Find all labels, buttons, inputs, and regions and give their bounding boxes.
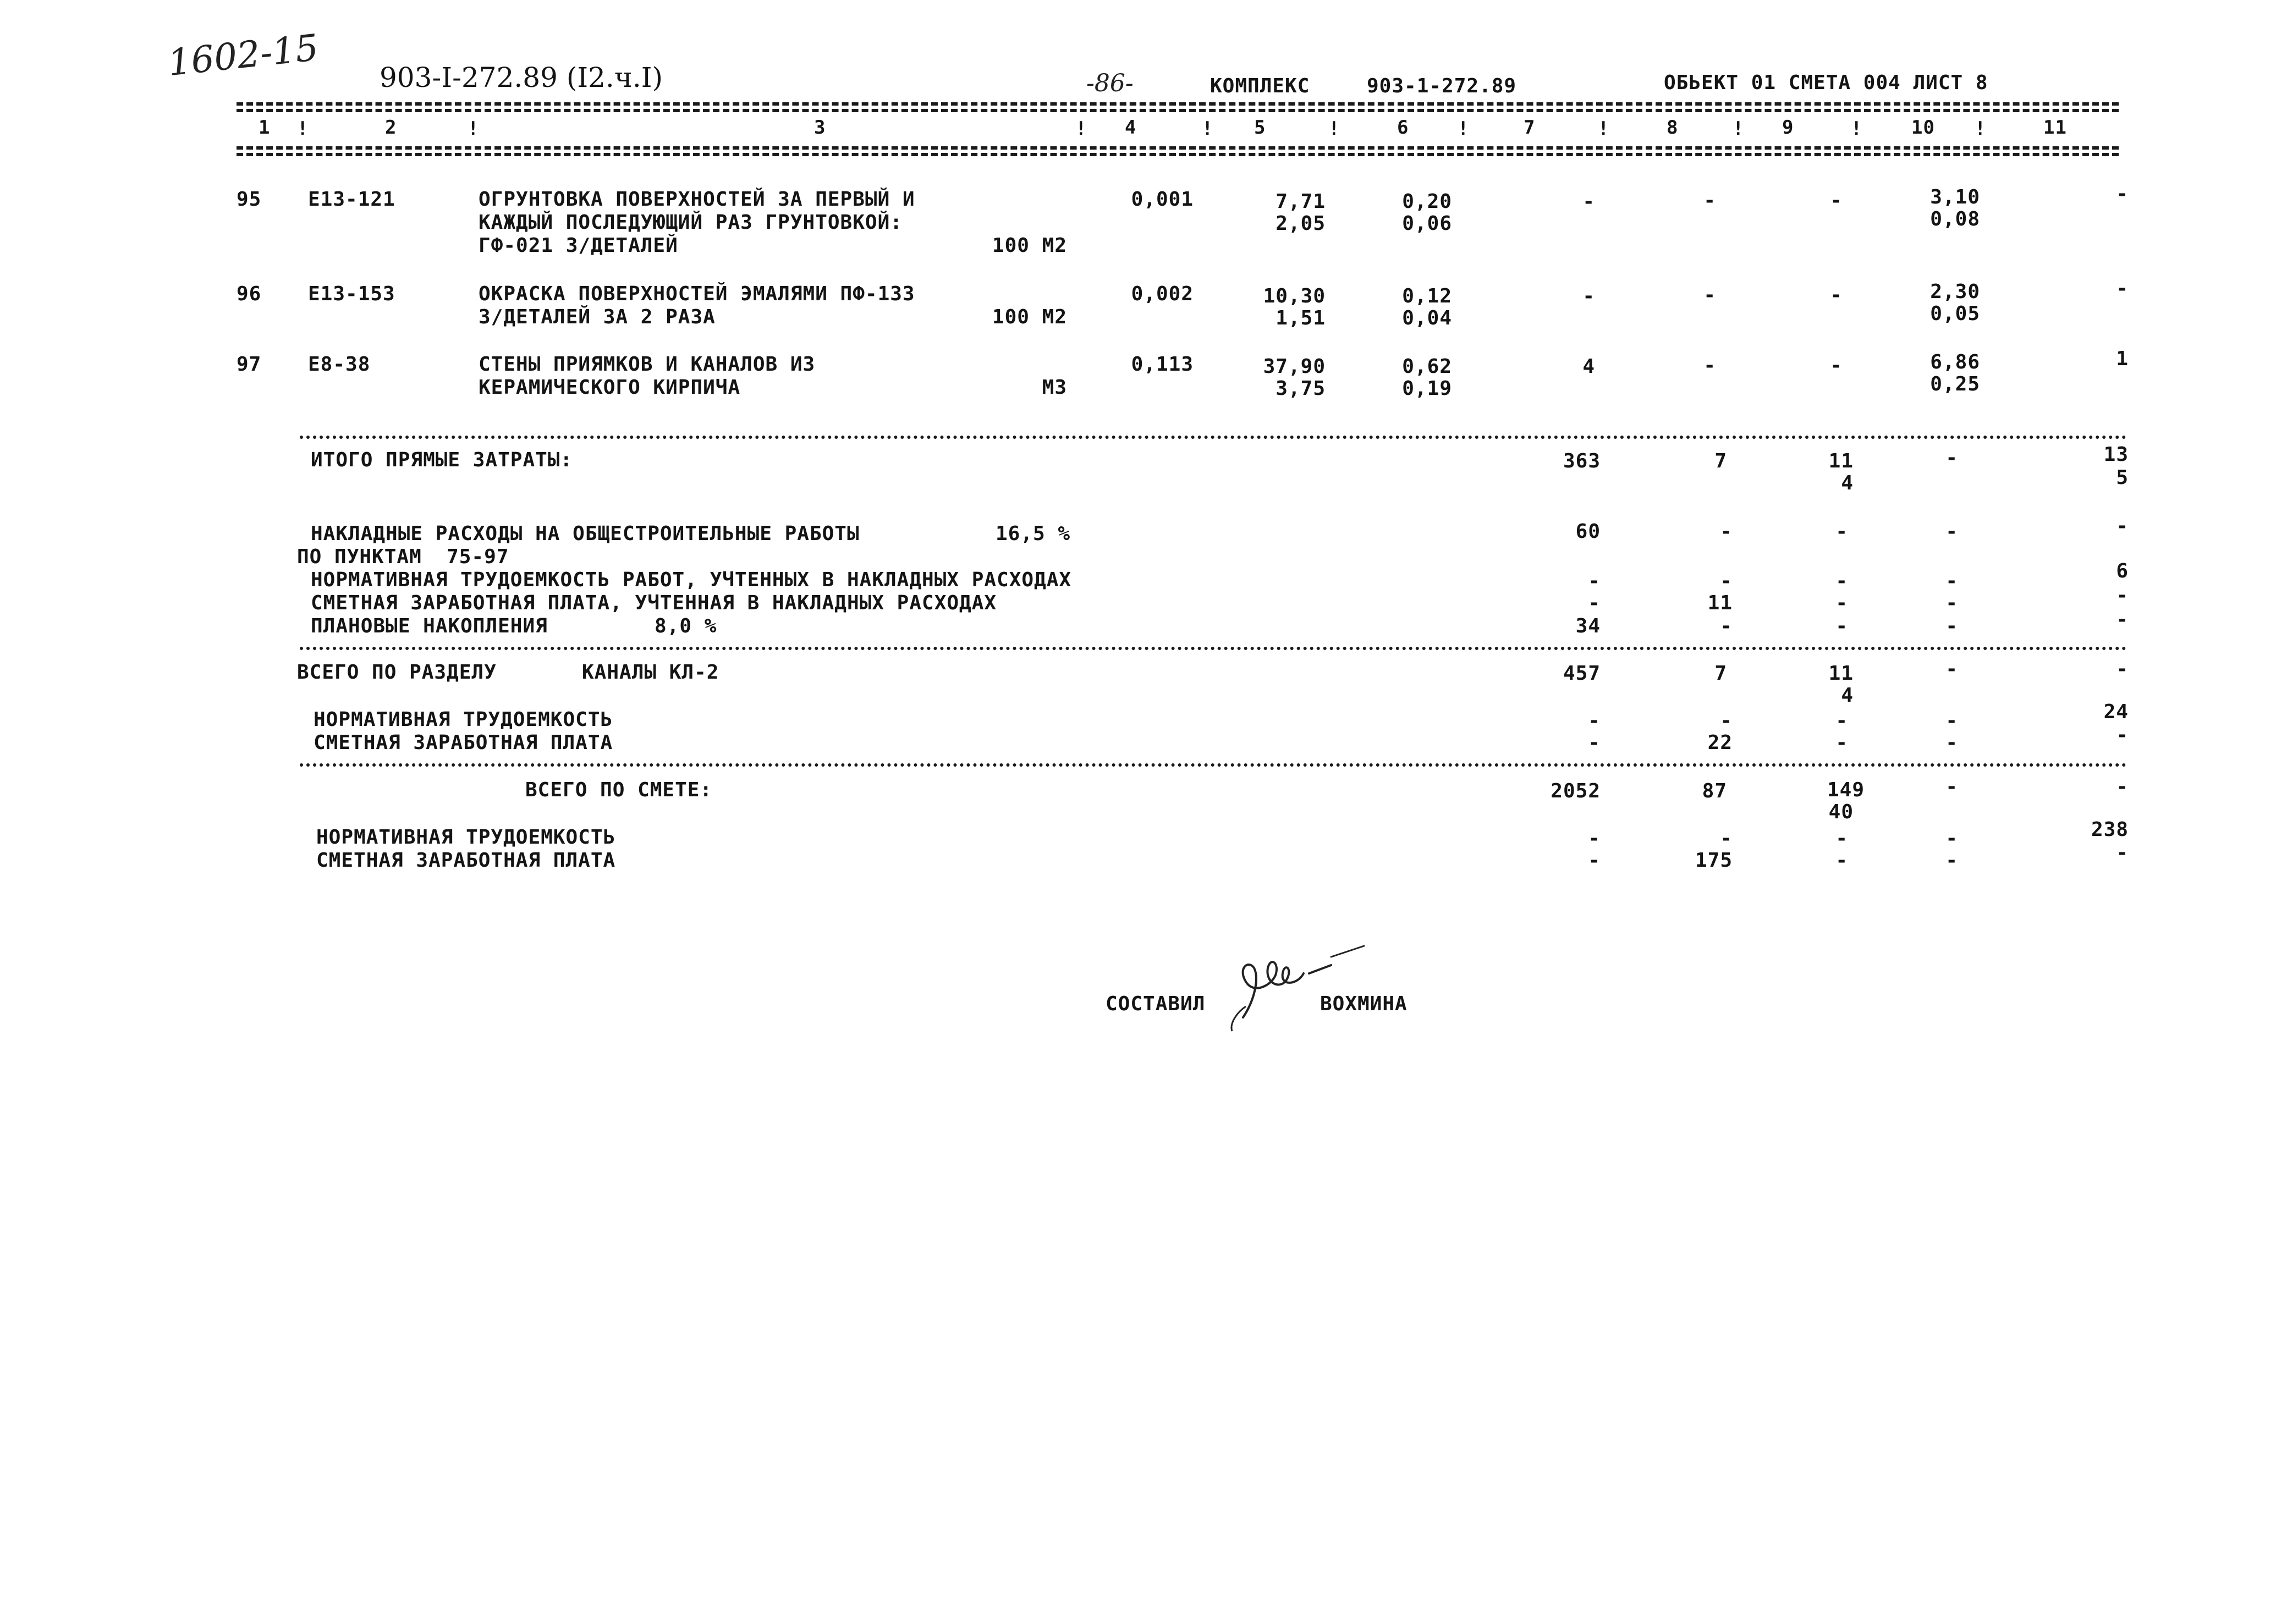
section-total-c9b: 4 bbox=[1841, 684, 1854, 707]
value-c8: - bbox=[1720, 570, 1733, 592]
estimate-total-c7: 2052 bbox=[1551, 780, 1601, 802]
value-c11: 238 bbox=[2091, 818, 2129, 841]
estimate-total-label: ВСЕГО ПО СМЕТЕ: bbox=[525, 779, 713, 801]
direct-costs-c11b: 5 bbox=[2116, 466, 2129, 489]
value-c9: - bbox=[1835, 592, 1848, 614]
estimate-total-c10: - bbox=[1945, 775, 1958, 798]
item-c8: - bbox=[1703, 354, 1716, 377]
column-header-8: 8 bbox=[1667, 117, 1679, 139]
value-c11: - bbox=[2116, 515, 2129, 537]
value-c7: - bbox=[1588, 570, 1601, 592]
section-total-label: ВСЕГО ПО РАЗДЕЛУ bbox=[297, 661, 497, 684]
planned-savings-percent: 8,0 % bbox=[655, 615, 717, 637]
item-number: 97 bbox=[237, 353, 262, 376]
compiler-name: ВОХМИНА bbox=[1320, 993, 1408, 1015]
estimate-labor-label: НОРМАТИВНАЯ ТРУДОЕМКОСТЬ bbox=[316, 826, 616, 849]
column-header-9: 9 bbox=[1782, 117, 1794, 139]
column-header-3: 3 bbox=[814, 117, 826, 139]
direct-costs-label: ИТОГО ПРЯМЫЕ ЗАТРАТЫ: bbox=[311, 449, 573, 471]
direct-costs-c9b: 4 bbox=[1841, 472, 1854, 494]
column-header-7: 7 bbox=[1524, 117, 1536, 139]
item-description-line: КАЖДЫЙ ПОСЛЕДУЮЩИЙ РАЗ ГРУНТОВКОЙ: bbox=[479, 211, 903, 234]
item-unit: 100 М2 bbox=[992, 306, 1067, 328]
item-c8: - bbox=[1703, 189, 1716, 212]
column-header-5: 5 bbox=[1254, 117, 1266, 139]
estimate-total-c8: 87 bbox=[1702, 780, 1727, 802]
item-number: 96 bbox=[237, 283, 262, 305]
value-c10: - bbox=[1945, 827, 1958, 850]
value-c9: - bbox=[1835, 849, 1848, 872]
value-c10: - bbox=[1945, 709, 1958, 732]
column-separator: ! bbox=[1202, 118, 1213, 140]
column-header-11: 11 bbox=[2043, 117, 2067, 139]
column-header-4: 4 bbox=[1125, 117, 1137, 139]
section-total-c10: - bbox=[1945, 658, 1958, 680]
section-total-c7: 457 bbox=[1563, 662, 1601, 685]
direct-costs-c11a: 13 bbox=[2103, 443, 2129, 466]
overhead-percent: 16,5 % bbox=[996, 522, 1071, 545]
item-c7: 4 bbox=[1582, 355, 1595, 378]
item-c5-top: 7,71 bbox=[1276, 190, 1326, 213]
item-unit: 100 М2 bbox=[992, 234, 1067, 257]
handwritten-stamp-note: 1602-15 bbox=[166, 26, 321, 85]
item-code: Е13-121 bbox=[308, 188, 395, 211]
value-c9: - bbox=[1835, 615, 1848, 637]
overhead-label: НАКЛАДНЫЕ РАСХОДЫ НА ОБЩЕСТРОИТЕЛЬНЫЕ РАБОТЫ bbox=[311, 522, 860, 545]
item-c6-bottom: 0,19 bbox=[1402, 377, 1452, 400]
signature-image bbox=[1221, 935, 1375, 1039]
item-c6-bottom: 0,06 bbox=[1402, 212, 1452, 235]
column-separator: ! bbox=[1458, 118, 1469, 140]
value-c10: - bbox=[1945, 731, 1958, 754]
item-c11: 1 bbox=[2116, 348, 2129, 370]
estimate-wage-label: СМЕТНАЯ ЗАРАБОТНАЯ ПЛАТА bbox=[316, 849, 616, 872]
complex-label: КОМПЛЕКС bbox=[1210, 75, 1310, 97]
item-c10-bottom: 0,08 bbox=[1930, 208, 1980, 230]
value-c8: - bbox=[1720, 709, 1733, 732]
item-description-line: ГФ-021 3/ДЕТАЛЕЙ bbox=[479, 234, 678, 257]
section-total-c11: - bbox=[2116, 658, 2129, 680]
item-c10-bottom: 0,25 bbox=[1930, 373, 1980, 395]
value-c8: 11 bbox=[1707, 592, 1733, 614]
header-bottom-rule bbox=[237, 146, 2119, 150]
value-c7: 60 bbox=[1575, 520, 1601, 543]
value-c7: - bbox=[1588, 827, 1601, 850]
item-quantity: 0,002 bbox=[1131, 283, 1194, 305]
value-c7: - bbox=[1588, 849, 1601, 872]
item-c11: - bbox=[2116, 183, 2129, 205]
item-code: Е8-38 bbox=[308, 353, 371, 376]
complex-code: 903-1-272.89 bbox=[1367, 75, 1517, 97]
value-c11: - bbox=[2116, 584, 2129, 607]
value-c8: - bbox=[1720, 827, 1733, 850]
value-c9: - bbox=[1835, 731, 1848, 754]
item-c5-top: 37,90 bbox=[1263, 355, 1326, 378]
section-total-name: КАНАЛЫ КЛ-2 bbox=[582, 661, 719, 684]
overhead-wage-label: СМЕТНАЯ ЗАРАБОТНАЯ ПЛАТА, УЧТЕННАЯ В НАКЛАДНЫХ РАСХОДАХ bbox=[311, 592, 997, 614]
item-quantity: 0,113 bbox=[1131, 353, 1194, 376]
item-c5-bottom: 2,05 bbox=[1276, 212, 1326, 235]
item-c7: - bbox=[1582, 285, 1595, 307]
value-c8: - bbox=[1720, 615, 1733, 637]
direct-costs-c8: 7 bbox=[1714, 450, 1727, 472]
section-labor-label: НОРМАТИВНАЯ ТРУДОЕМКОСТЬ bbox=[314, 708, 613, 731]
value-c9: - bbox=[1835, 570, 1848, 592]
item-description-line: ОГРУНТОВКА ПОВЕРХНОСТЕЙ ЗА ПЕРВЫЙ И bbox=[479, 188, 915, 211]
value-c8: 175 bbox=[1695, 849, 1733, 872]
value-c7: - bbox=[1588, 592, 1601, 614]
item-c5-bottom: 1,51 bbox=[1276, 307, 1326, 329]
item-c5-top: 10,30 bbox=[1263, 285, 1326, 307]
separator-estimate-total bbox=[300, 763, 2127, 767]
estimate-total-c9b: 40 bbox=[1828, 801, 1854, 823]
compiled-by-label: СОСТАВИЛ bbox=[1106, 993, 1206, 1015]
planned-savings-label: ПЛАНОВЫЕ НАКОПЛЕНИЯ bbox=[311, 615, 548, 637]
column-separator: ! bbox=[1733, 118, 1744, 140]
estimate-total-c11: - bbox=[2116, 775, 2129, 798]
value-c10: - bbox=[1945, 520, 1958, 543]
value-c8: - bbox=[1720, 520, 1733, 543]
item-unit: М3 bbox=[1042, 376, 1067, 399]
value-c9: - bbox=[1835, 827, 1848, 850]
page-number: -86- bbox=[1086, 69, 1134, 97]
separator-direct-costs bbox=[300, 436, 2127, 439]
header-top-rule-2 bbox=[237, 109, 2119, 112]
item-c9: - bbox=[1830, 189, 1843, 212]
column-separator: ! bbox=[1328, 118, 1340, 140]
item-c7: - bbox=[1582, 190, 1595, 213]
column-header-2: 2 bbox=[385, 117, 397, 139]
value-c8: 22 bbox=[1707, 731, 1733, 754]
item-description-line: КЕРАМИЧЕСКОГО КИРПИЧА bbox=[479, 376, 741, 399]
item-c6-top: 0,12 bbox=[1402, 285, 1452, 307]
column-header-10: 10 bbox=[1911, 117, 1935, 139]
item-description-line: 3/ДЕТАЛЕЙ ЗА 2 РАЗА bbox=[479, 306, 716, 328]
direct-costs-c9a: 11 bbox=[1828, 450, 1854, 472]
column-separator: ! bbox=[297, 118, 309, 140]
section-wage-label: СМЕТНАЯ ЗАРАБОТНАЯ ПЛАТА bbox=[314, 731, 613, 754]
value-c7: - bbox=[1588, 731, 1601, 754]
section-total-c8: 7 bbox=[1714, 662, 1727, 685]
header-top-rule bbox=[237, 102, 2119, 106]
value-c9: - bbox=[1835, 520, 1848, 543]
item-description-line: СТЕНЫ ПРИЯМКОВ И КАНАЛОВ ИЗ bbox=[479, 353, 816, 376]
item-c11: - bbox=[2116, 277, 2129, 300]
item-c6-top: 0,62 bbox=[1402, 355, 1452, 378]
estimate-total-c9a: 149 bbox=[1827, 779, 1865, 801]
item-c10-top: 2,30 bbox=[1930, 280, 1980, 303]
column-separator: ! bbox=[1075, 118, 1087, 140]
item-c10-bottom: 0,05 bbox=[1930, 302, 1980, 325]
header-bottom-rule-2 bbox=[237, 153, 2119, 156]
object-estimate-sheet: ОБЬЕКТ 01 СМЕТА 004 ЛИСТ 8 bbox=[1664, 71, 1988, 94]
direct-costs-c10: - bbox=[1945, 447, 1958, 469]
overhead-labor-label: НОРМАТИВНАЯ ТРУДОЕМКОСТЬ РАБОТ, УЧТЕННЫХ В НАКЛАДНЫХ РАСХОДАХ bbox=[311, 569, 1072, 591]
item-c8: - bbox=[1703, 284, 1716, 306]
column-separator: ! bbox=[1975, 118, 1986, 140]
item-c10-top: 3,10 bbox=[1930, 186, 1980, 208]
value-c7: 34 bbox=[1575, 615, 1601, 637]
item-quantity: 0,001 bbox=[1131, 188, 1194, 211]
item-number: 95 bbox=[237, 188, 262, 211]
column-separator: ! bbox=[468, 118, 479, 140]
overhead-items-range: ПО ПУНКТАМ 75-97 bbox=[297, 546, 509, 568]
value-c11: - bbox=[2116, 841, 2129, 864]
column-header-1: 1 bbox=[259, 117, 271, 139]
value-c10: - bbox=[1945, 849, 1958, 872]
separator-section-total bbox=[300, 647, 2127, 650]
value-c10: - bbox=[1945, 615, 1958, 637]
item-c6-top: 0,20 bbox=[1402, 190, 1452, 213]
item-code: Е13-153 bbox=[308, 283, 395, 305]
value-c9: - bbox=[1835, 709, 1848, 732]
value-c11: 6 bbox=[2116, 560, 2129, 582]
item-c6-bottom: 0,04 bbox=[1402, 307, 1452, 329]
value-c11: - bbox=[2116, 724, 2129, 746]
column-header-6: 6 bbox=[1397, 117, 1409, 139]
item-c9: - bbox=[1830, 354, 1843, 377]
section-total-c9a: 11 bbox=[1828, 662, 1854, 685]
value-c10: - bbox=[1945, 592, 1958, 614]
value-c11: 24 bbox=[2103, 701, 2129, 723]
column-separator: ! bbox=[1598, 118, 1609, 140]
item-description-line: ОКРАСКА ПОВЕРХНОСТЕЙ ЭМАЛЯМИ ПФ-133 bbox=[479, 283, 915, 305]
item-c9: - bbox=[1830, 284, 1843, 306]
value-c10: - bbox=[1945, 570, 1958, 592]
column-separator: ! bbox=[1851, 118, 1862, 140]
direct-costs-c7: 363 bbox=[1563, 450, 1601, 472]
document-reference: 903-I-272.89 (I2.ч.I) bbox=[380, 62, 663, 93]
value-c11: - bbox=[2116, 608, 2129, 631]
item-c5-bottom: 3,75 bbox=[1276, 377, 1326, 400]
item-c10-top: 6,86 bbox=[1930, 351, 1980, 373]
value-c7: - bbox=[1588, 709, 1601, 732]
